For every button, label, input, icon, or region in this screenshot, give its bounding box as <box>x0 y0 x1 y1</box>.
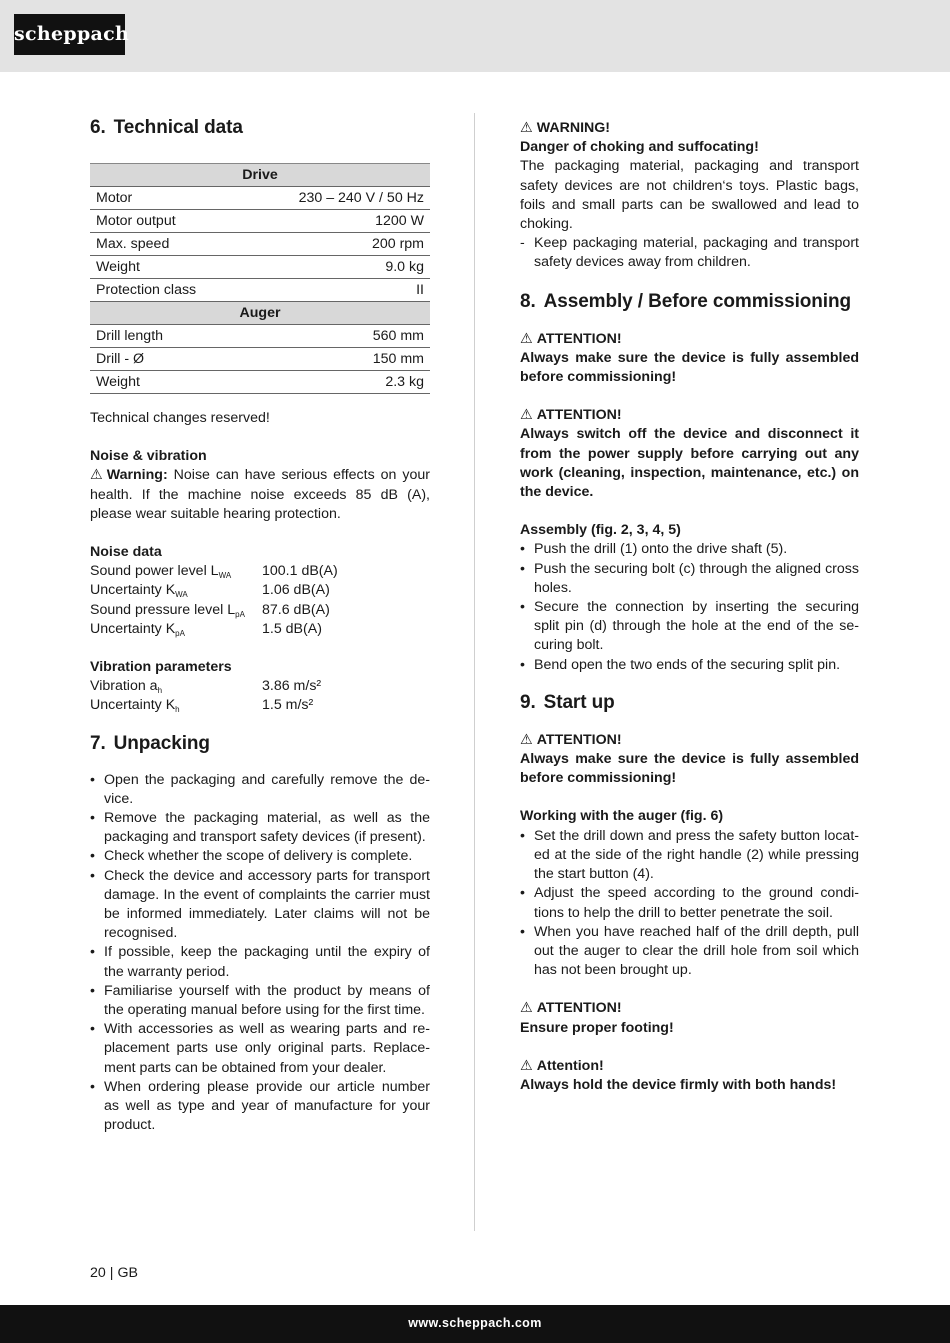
attention-label: ⚠ ATTENTION! <box>520 406 859 425</box>
list-item: - Keep packaging material, packaging and transport safety devices away from children. <box>520 234 859 272</box>
vibration-row: Uncertainty $K_h$ 1.5 m/s² <box>90 697 314 715</box>
attention-label: ⚠ Attention! <box>520 1057 859 1076</box>
section-title-start-up: 9. Start up <box>520 691 615 713</box>
section-title-unpacking: 7. Unpacking <box>90 732 210 754</box>
noise-data-row: Uncertainty $K_{WA}$ 1.06 dB(A) <box>90 582 330 600</box>
warning-triangle-icon: ⚠ <box>520 1057 533 1074</box>
working-list <box>520 827 859 981</box>
attention-label: ⚠ ATTENTION! <box>520 999 859 1018</box>
list-item: • Push the drill (1) onto the drive shaft (5). <box>520 540 859 559</box>
attention-text: Ensure proper footing! <box>520 1019 674 1036</box>
list-item: • With accessories as well as wearing parts and replacement parts use only original parts. Replacement parts can be obtained from your dealer. <box>90 1020 430 1078</box>
warning-triangle-icon: ⚠ <box>520 120 533 136</box>
page-number: 20 | GB <box>90 1265 138 1281</box>
warning-subheading: Danger of choking and suffocating! <box>520 139 759 156</box>
table-group-auger: Auger <box>90 302 430 325</box>
list-item: • Check whether the scope of delivery is complete. <box>90 847 430 866</box>
warning-label: ⚠ WARNING! <box>520 119 859 138</box>
table-row: Protection class II <box>90 279 430 302</box>
table-row: Motor output 1200 W <box>90 210 430 233</box>
attention-text: Always make sure the device is fully assembled before commissioning! <box>520 349 859 386</box>
assembly-list <box>520 540 859 674</box>
table-row: Weight 9.0 kg <box>90 256 430 279</box>
table-row: Motor 230 – 240 V / 50 Hz <box>90 187 430 210</box>
table-row: Max. speed 200 rpm <box>90 233 430 256</box>
noise-vibration-heading: Noise & vibration <box>90 448 207 465</box>
attention-text: Always switch off the device and disconnect it from the power supply before carrying out any work (cleaning, inspection, maintenance, etc.) on the device. <box>520 426 859 501</box>
list-item: • Secure the connection by inserting the securing split pin (d) through the hole at the end of the securing bolt. <box>520 598 859 656</box>
list-item: • Set the drill down and press the safety button located at the side of the right handle (2) while pressing the start button (4). <box>520 827 859 885</box>
working-subheading: Working with the auger (fig. 6) <box>520 808 724 825</box>
table-group-drive: Drive <box>90 164 430 187</box>
left-column <box>90 116 430 1136</box>
list-item: • Familiarise yourself with the product by means of the operating manual before using for the first time. <box>90 982 430 1020</box>
list-item: • Check the device and accessory parts for transport damage. In the event of complaints the carrier must be informed immediately. Later claims will not be recognised. <box>90 867 430 944</box>
list-item: • Adjust the speed according to the ground conditions to help the drill to better penetrate the soil. <box>520 884 859 922</box>
list-item: • Push the securing bolt (c) through the aligned cross holes. <box>520 560 859 598</box>
noise-warning-paragraph: ⚠ Warning: Noise can have serious effects on your health. If the machine noise exceeds 85 dB (A), please wear suitable hearing protection. <box>90 467 430 522</box>
footer-bar <box>0 1305 950 1343</box>
list-item: • Remove the packaging material, as well as the packaging and transport safety devices (if present). <box>90 809 430 847</box>
list-item: • Bend open the two ends of the securing split pin. <box>520 656 859 675</box>
section-title-technical-data: 6. Technical data <box>90 117 243 138</box>
technical-data-table <box>90 163 430 394</box>
list-item: • Open the packaging and carefully remove the device. <box>90 771 430 809</box>
warning-triangle-icon: ⚠ <box>520 731 533 748</box>
list-item: • When you have reached half of the drill depth, pull out the auger to clear the drill hole from soil which has not been brought up. <box>520 923 859 981</box>
list-item: • If possible, keep the packaging until the expiry of the warranty period. <box>90 943 430 981</box>
warning-triangle-icon: ⚠ <box>520 1000 533 1017</box>
list-item: • When ordering please provide our article number as well as type and year of manufacture for your product. <box>90 1078 430 1136</box>
scheppach-logo: scheppach <box>14 14 125 55</box>
warning-dash-list <box>520 234 859 272</box>
attention-text: Always hold the device firmly with both hands! <box>520 1076 837 1093</box>
noise-data-heading: Noise data <box>90 544 162 561</box>
vibration-parameters-heading: Vibration parameters <box>90 659 232 676</box>
attention-label: ⚠ ATTENTION! <box>520 330 859 349</box>
warning-triangle-icon: ⚠ <box>90 467 103 484</box>
column-divider <box>474 113 475 1231</box>
website-link[interactable]: www.scheppach.com <box>408 1316 542 1330</box>
noise-data-row: Sound pressure level $L_{pA}$ 87.6 dB(A) <box>90 601 330 619</box>
unpacking-list <box>90 771 430 1136</box>
assembly-subheading: Assembly (fig. 2, 3, 4, 5) <box>520 522 681 539</box>
technical-changes-note: Technical changes reserved! <box>90 410 270 426</box>
noise-data-row: Sound power level $L_{WA}$ 100.1 dB(A) <box>90 563 338 581</box>
vibration-row: Vibration $a_h$ 3.86 m/s² <box>90 678 322 696</box>
noise-data-row: Uncertainty $K_{pA}$ 1.5 dB(A) <box>90 620 322 638</box>
right-column <box>520 119 859 1095</box>
table-row: Drill - Ø 150 mm <box>90 348 430 371</box>
table-row: Drill length 560 mm <box>90 325 430 348</box>
attention-text: Always make sure the device is fully assembled before commissioning! <box>520 751 859 787</box>
section-title-assembly: 8. Assembly / Before commissioning <box>520 290 851 312</box>
warning-text: The packaging material, packaging and transport safety devices are not children‘s toys. Plastic bags, foils and small parts can be swallowed and lead to choking. <box>520 158 859 233</box>
warning-triangle-icon: ⚠ <box>520 330 533 347</box>
attention-label: ⚠ ATTENTION! <box>520 731 859 750</box>
header-bar <box>0 0 950 72</box>
warning-triangle-icon: ⚠ <box>520 407 533 424</box>
table-row: Weight 2.3 kg <box>90 371 430 394</box>
